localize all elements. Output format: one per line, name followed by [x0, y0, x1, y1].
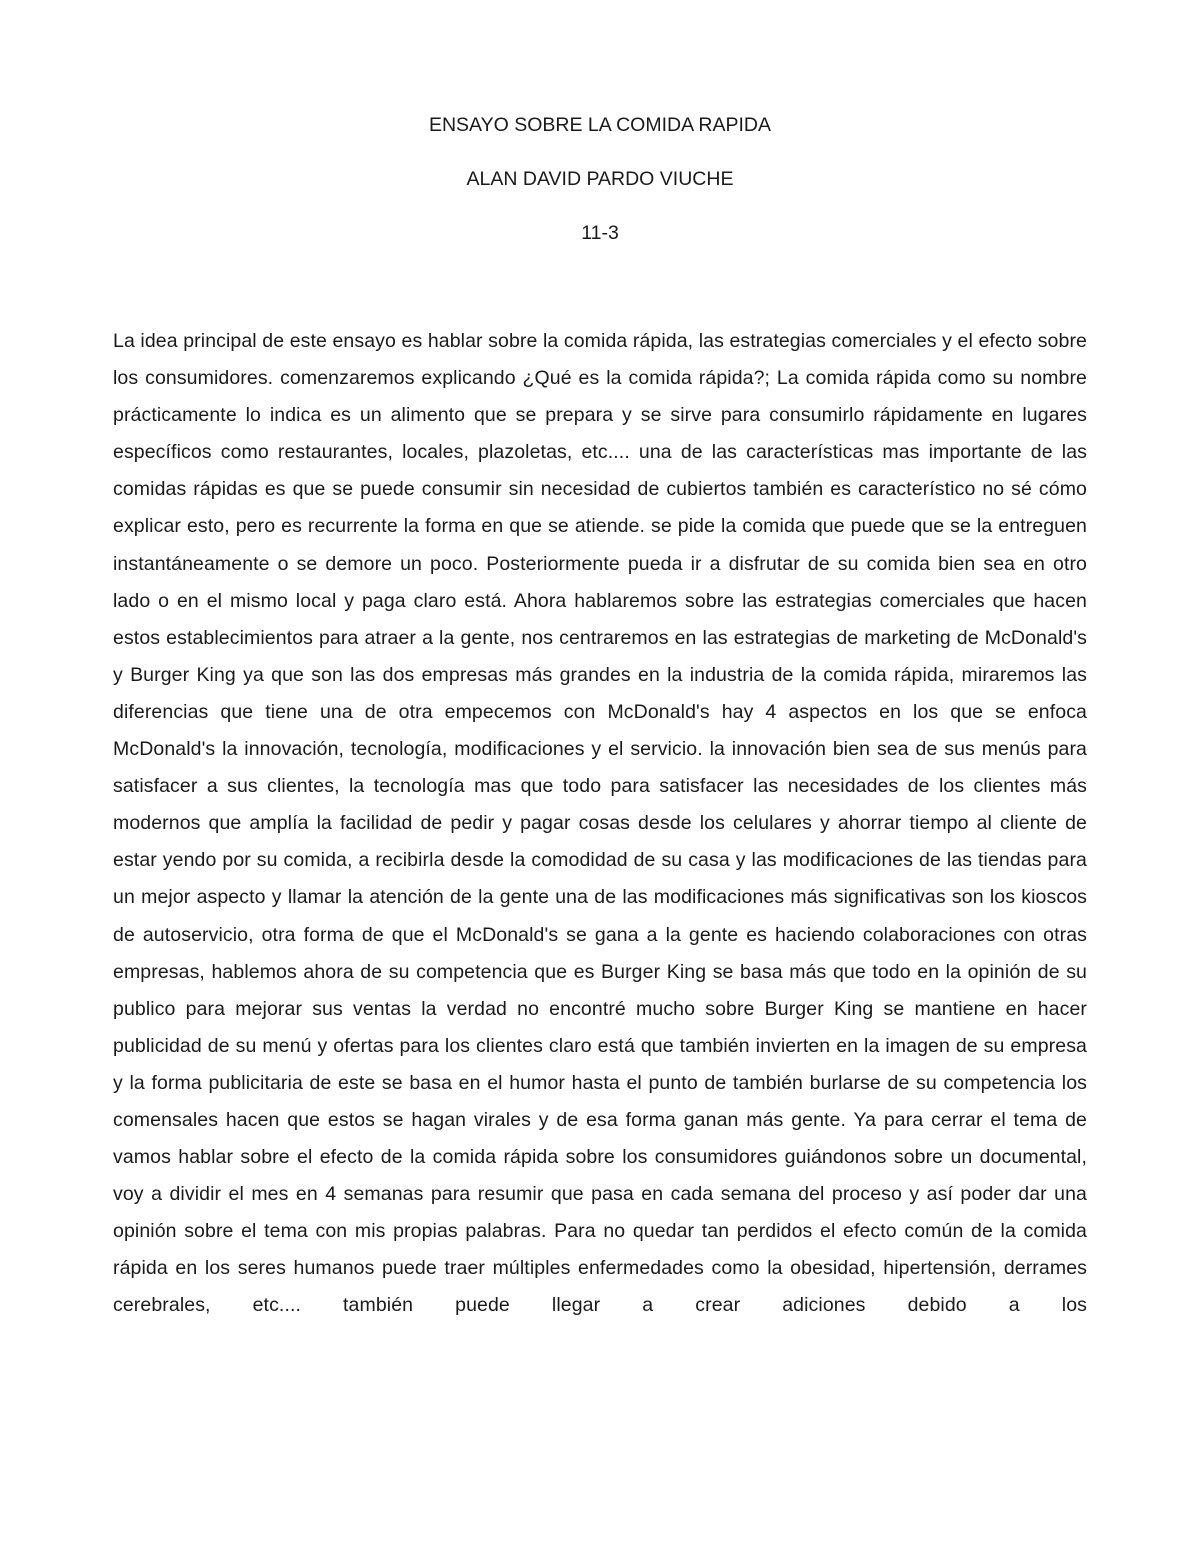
author-name: ALAN DAVID PARDO VIUCHE [466, 168, 734, 190]
document-title: ENSAYO SOBRE LA COMIDA RAPIDA [428, 114, 772, 136]
group-code: 11-3 [581, 222, 619, 244]
essay-body-paragraph: La idea principal de este ensayo es hablar sobre la comida rápida, las estrategias comerciales y el efecto sobre los consumidores. comenzaremos explicando ¿Qué es la comida rápida?; La comida rápida como su nombre prácticamente lo indica es un alimento que se prepara y se sirve para consumirlo rápidamente en lugares específicos como restaurantes, locales, plazoletas, etc.... una de las características mas importante de las comidas rápidas es que se puede consumir sin necesidad de cubiertos también es característico no sé cómo explicar esto, pero es recurrente la forma en que se atiende. se pide la comida que puede que se la entreguen instantáneamente o se demore un poco. Posteriormente pueda ir a disfrutar de su comida bien sea en otro lado o en el mismo local y paga claro está. Ahora hablaremos sobre las estrategias comerciales que hacen estos establecimientos para atraer a la gente, nos centraremos en las estrategias de marketing de McDonald's y Burger King ya que son las dos empresas más grandes en la industria de la comida rápida, miraremos las diferencias que tiene una de otra empecemos con McDonald's hay 4 aspectos en los que se enfoca McDonald's la innovación, tecnología, modificaciones y el servicio. la innovación bien sea de sus menús para satisfacer a sus clientes, la tecnología mas que todo para satisfacer las necesidades de los clientes más modernos que amplía la facilidad de pedir y pagar cosas desde los celulares y ahorrar tiempo al cliente de estar yendo por su comida, a recibirla desde la comodidad de su casa y las modificaciones de las tiendas para un mejor aspecto y llamar la atención de la gente una de las modificaciones más significativas son los kioscos de autoservicio, otra forma de que el McDonald's se gana a la gente es haciendo colaboraciones con otras empresas, hablemos ahora de su competencia que es Burger King se basa más que todo en la opinión de su publico para mejorar sus ventas la verdad no encontré mucho sobre Burger King se mantiene en hacer publicidad de su menú y ofertas para los clientes claro está que también invierten en la imagen de su empresa y la forma publicitaria de este se basa en el humor hasta el punto de también burlarse de su competencia los comensales hacen que estos se hagan virales y de esa forma ganan más gente. Ya para cerrar el tema de vamos hablar sobre el efecto de la comida rápida sobre los consumidores guiándonos sobre un documental, voy a dividir el mes en 4 semanas para resumir que pasa en cada semana del proceso y así poder dar una opinión sobre el tema con mis propias palabras. Para no quedar tan perdidos el efecto común de la comida rápida en los seres humanos puede traer múltiples enfermedades como la obesidad, hipertensión, derrames cerebrales, etc.... también puede llegar a crear adiciones debido a los [113, 330, 1087, 1317]
